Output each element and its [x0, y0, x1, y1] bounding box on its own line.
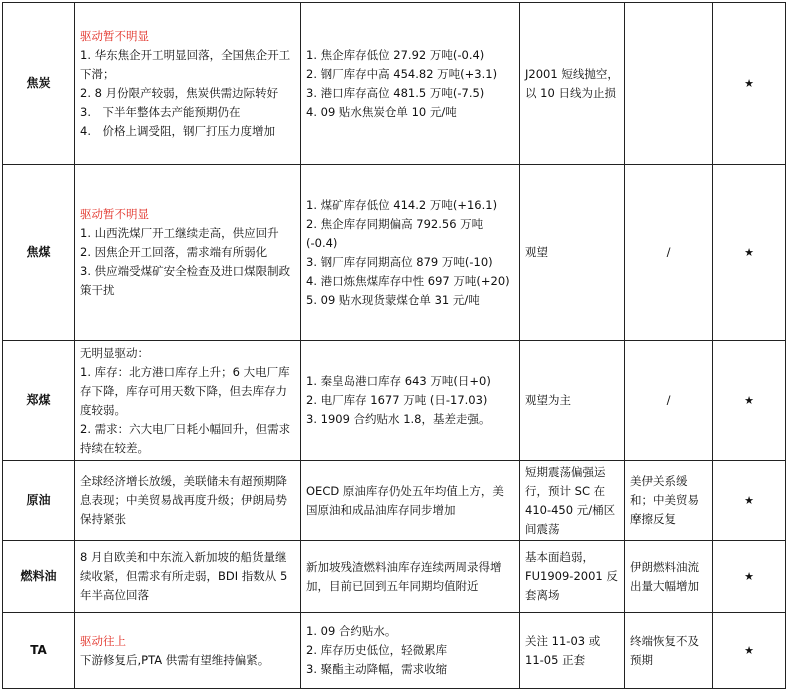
drive-item: 4. 价格上调受阻，钢厂打压力度增加: [80, 123, 275, 138]
risk-item: /: [666, 245, 671, 259]
inventory-item: 3. 钢厂库存同期高位 879 万吨(-10): [306, 254, 493, 269]
risk-cell: [625, 613, 713, 689]
strategy-cell: [520, 3, 625, 165]
inventory-item: 1. 焦企库存低位 27.92 万吨(-0.4): [306, 47, 485, 62]
drive-item: 2. 需求：六大电厂日耗小幅回升，但需求持续在较差。: [80, 421, 291, 455]
drive-item: 3. 供应端受煤矿安全检查及进口煤限制政策干扰: [80, 264, 291, 297]
inventory-item: OECD 原油库存仍处五年均值上方，美国原油和成品油库存同步增加: [306, 483, 504, 517]
drive-cell: [75, 613, 301, 689]
rating-star-icon: ★: [713, 613, 786, 689]
drive-item: 3. 下半年整体去产能预期仍在: [80, 104, 241, 119]
inventory-cell: [301, 341, 520, 461]
risk-item: 美伊关系缓和；中美贸易摩擦反复: [630, 474, 699, 526]
risk-cell: [625, 3, 713, 165]
rating-star-icon: ★: [713, 341, 786, 461]
drive-item: 8 月自欧美和中东流入新加坡的船货量继续收紧，但需求有所走弱，BDI 指数从 5 年半高位回落: [80, 550, 288, 602]
rating-star-icon: ★: [713, 541, 786, 613]
strategy-item: 短期震荡偏强运行，预计 SC 在 410-450 元/桶区间震荡: [525, 464, 616, 536]
inventory-cell: [301, 165, 520, 341]
inventory-item: 2. 焦企库存同期偏高 792.56 万吨(-0.4): [306, 216, 484, 250]
table-row: [3, 341, 786, 461]
drive-item: 全球经济增长放缓，美联储未有超预期降息表现；中美贸易战再度升级；伊朗局势保持紧张: [80, 474, 287, 526]
inventory-item: 5. 09 贴水现货蒙煤仓单 31 元/吨: [306, 292, 480, 307]
rating-star-icon: ★: [713, 3, 786, 165]
table-row: [3, 613, 786, 689]
drive-title: 驱动往上: [80, 633, 126, 648]
strategy-cell: [520, 541, 625, 613]
drive-cell: [75, 541, 301, 613]
rating-star-icon: ★: [713, 461, 786, 541]
commodity-strategy-table: [2, 2, 786, 689]
risk-cell: [625, 165, 713, 341]
table-row: [3, 165, 786, 341]
risk-item: 伊朗燃料油流出量大幅增加: [630, 559, 699, 593]
drive-item: 1. 库存：北方港口库存上升；6 大电厂库存下降，库存可用天数下降，但去库存力度较弱。: [80, 364, 290, 417]
commodity-name: TA: [3, 613, 75, 689]
commodity-name: 焦煤: [3, 165, 75, 341]
inventory-item: 2. 电厂库存 1677 万吨 (日-17.03): [306, 393, 488, 407]
drive-item: 2. 8 月份限产较弱，焦炭供需边际转好: [80, 85, 279, 100]
risk-cell: [625, 461, 713, 541]
inventory-item: 1. 09 合约贴水。: [306, 624, 397, 638]
inventory-item: 3. 1909 合约贴水 1.8，基差走强。: [306, 412, 491, 426]
inventory-cell: [301, 613, 520, 689]
commodity-name: 燃料油: [3, 541, 75, 613]
table-body: [3, 3, 786, 689]
drive-cell: [75, 461, 301, 541]
strategy-cell: [520, 613, 625, 689]
inventory-item: 3. 聚酯主动降幅，需求收缩: [306, 662, 448, 676]
inventory-cell: [301, 541, 520, 613]
risk-item: 终端恢复不及预期: [630, 633, 699, 667]
strategy-cell: [520, 461, 625, 541]
strategy-item: 观望: [525, 245, 548, 259]
inventory-item: 新加坡残渣燃料油库存连续两周录得增加，目前已回到五年同期均值附近: [306, 559, 502, 593]
rating-star-icon: ★: [713, 165, 786, 341]
inventory-item: 3. 港口库存高位 481.5 万吨(-7.5): [306, 85, 485, 100]
strategy-item: 关注 11-03 或 11-05 正套: [525, 633, 601, 667]
inventory-cell: [301, 461, 520, 541]
inventory-item: 1. 秦皇岛港口库存 643 万吨(日+0): [306, 374, 491, 388]
table-row: [3, 461, 786, 541]
drive-item: 下游修复后,PTA 供需有望维持偏紧。: [80, 652, 270, 667]
inventory-item: 1. 煤矿库存低位 414.2 万吨(+16.1): [306, 197, 498, 212]
drive-cell: [75, 165, 301, 341]
risk-item: /: [666, 393, 671, 407]
inventory-item: 2. 钢厂库存中高 454.82 万吨(+3.1): [306, 66, 498, 81]
drive-cell: [75, 3, 301, 165]
table-row: [3, 541, 786, 613]
inventory-item: 2. 库存历史低位，轻微累库: [306, 643, 448, 657]
table-row: [3, 3, 786, 165]
strategy-item: 观望为主: [525, 393, 571, 407]
commodity-name: 焦炭: [3, 3, 75, 165]
drive-title: 无明显驱动：: [80, 345, 149, 360]
commodity-name: 原油: [3, 461, 75, 541]
risk-cell: [625, 341, 713, 461]
strategy-item: 基本面趋弱，FU1909-2001 反套离场: [525, 550, 618, 602]
inventory-item: 4. 港口炼焦煤库存中性 697 万吨(+20): [306, 273, 510, 288]
drive-item: 1. 山西洗煤厂开工继续走高，供应回升: [80, 226, 279, 240]
strategy-item: J2001 短线抛空，以 10 日线为止损: [525, 66, 619, 100]
commodity-name: 郑煤: [3, 341, 75, 461]
drive-title: 驱动暂不明显: [80, 28, 149, 43]
drive-item: 1. 华东焦企开工明显回落，全国焦企开工下滑；: [80, 47, 291, 81]
risk-cell: [625, 541, 713, 613]
drive-title: 驱动暂不明显: [80, 207, 149, 221]
strategy-cell: [520, 165, 625, 341]
inventory-cell: [301, 3, 520, 165]
drive-cell: [75, 341, 301, 461]
inventory-item: 4. 09 贴水焦炭仓单 10 元/吨: [306, 104, 457, 119]
drive-item: 2. 因焦企开工回落，需求端有所弱化: [80, 245, 268, 259]
strategy-cell: [520, 341, 625, 461]
